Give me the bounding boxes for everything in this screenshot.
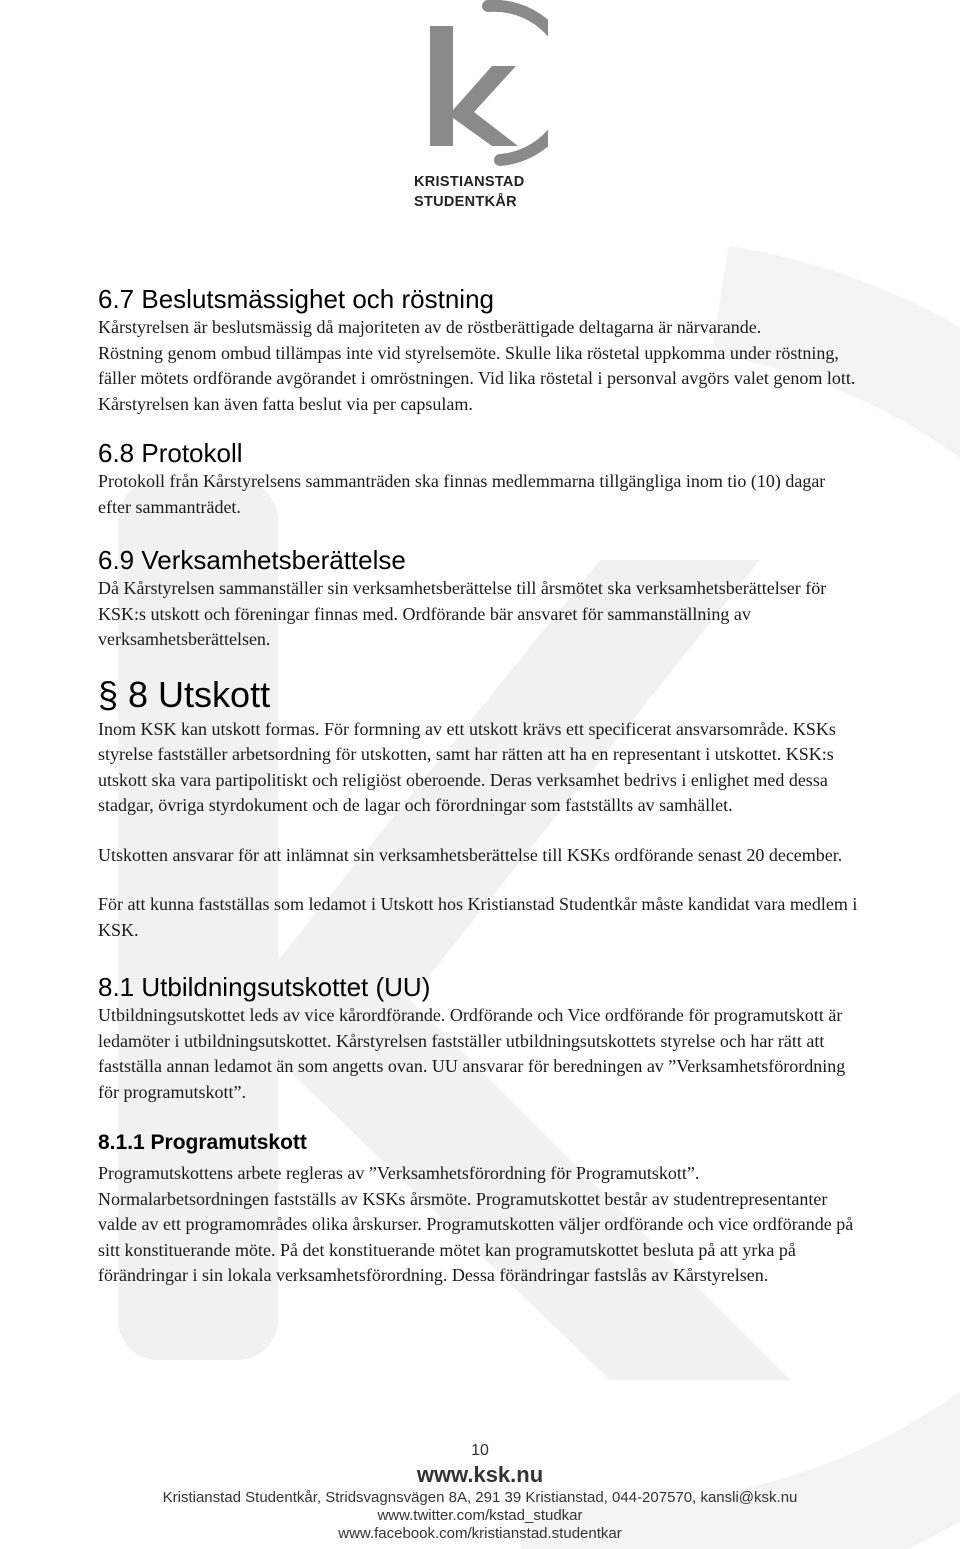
- logo-org-line1: KRISTIANSTAD: [414, 174, 525, 190]
- heading-8: § 8 Utskott: [98, 673, 271, 715]
- document-body: [98, 283, 858, 1289]
- paragraph-8-1-1-1: Programutskottens arbete regleras av ”Verksamhetsförordning för Programutskott”. Normalarbetsordningen fastställs av KSKs årsmöte. Programutskottet består av studentrepresentanter valde av ett programområdes olika årskurser. Programutskotten väljer ordförande och vice ordförande på sitt konstituerande möte. På det konstituerande mötet kan programutskottet besluta på att yrka på förändringar i sin lokala verksamhetsförordning. Dessa förändringar fastslås av Kårstyrelsen.: [98, 1163, 854, 1285]
- paragraph-6-7-1: Kårstyrelsen är beslutsmässig då majoriteten av de röstberättigade deltagarna är närvarande.: [98, 317, 762, 337]
- heading-8-1-1: 8.1.1 Programutskott: [98, 1131, 307, 1154]
- paragraph-6-8-1: Protokoll från Kårstyrelsens sammanträden ska finnas medlemmarna tillgängliga inom tio (10) dagar efter sammanträdet.: [98, 471, 826, 517]
- logo-wordmark: [414, 172, 524, 212]
- heading-6-7: 6.7 Beslutsmässighet och röstning: [98, 284, 494, 314]
- heading-8-1: 8.1 Utbildningsutskottet (UU): [98, 972, 431, 1002]
- footer-facebook-link[interactable]: www.facebook.com/kristianstad.studentkar: [338, 1525, 622, 1542]
- footer-address: Kristianstad Studentkår, Stridsvagnsvägen 8A, 291 39 Kristianstad, 044-207570, kansli@ksk.nu: [162, 1489, 798, 1506]
- paragraph-6-9-1: Då Kårstyrelsen sammanställer sin verksamhetsberättelse till årsmötet ska verksamhetsberättelser för KSK:s utskott och föreningar finnas med. Ordförande bär ansvaret för sammanställning av verksamhetsberättelsen.: [98, 578, 827, 649]
- footer-website-link[interactable]: www.ksk.nu: [416, 1462, 544, 1487]
- paragraph-8-1-1: Utbildningsutskottet leds av vice kårordförande. Ordförande och Vice ordförande för programutskott är ledamöter i utbildningsutskottet. Kårstyrelsen fastställer utbildningsutskottets styrelse och har rätt att fastställa annan ledamot än som angetts ovan. UU ansvarar för beredningen av ”Verksamhetsförordning för programutskott”.: [98, 1005, 846, 1102]
- page-footer: [0, 1440, 960, 1543]
- footer-twitter-link[interactable]: www.twitter.com/kstad_studkar: [377, 1507, 583, 1524]
- heading-6-8: 6.8 Protokoll: [98, 438, 243, 468]
- paragraph-8-2: Utskotten ansvarar för att inlämnat sin verksamhetsberättelse till KSKs ordförande senast 20 december.: [98, 844, 843, 865]
- logo-org-line2: STUDENTKÅR: [414, 194, 517, 210]
- paragraph-8-1: Inom KSK kan utskott formas. För formning av ett utskott krävs ett specificerat ansvarsområde. KSKs styrelse fastställer arbetsordning för utskotten, samt har rätten att ha en representant i utskottet. KSK:s utskott ska vara partipolitiskt och religiöst oberoende. Deras verksamhet bedrivs i enlighet med dessa stadgar, övriga styrdokument och de lagar och förordningar som fastställts av samhället.: [98, 718, 836, 815]
- paragraph-8-3: För att kunna fastställas som ledamot i Utskott hos Kristianstad Studentkår måste kandidat vara medlem i KSK.: [98, 894, 858, 940]
- paragraph-6-7-2: Röstning genom ombud tillämpas inte vid styrelsemöte. Skulle lika röstetal uppkomma under röstning, fäller mötets ordförande avgörandet i omröstningen. Vid lika röstetal i personval avgörs valet genom lott. Kårstyrelsen kan även fatta beslut via per capsulam.: [98, 342, 856, 414]
- heading-6-9: 6.9 Verksamhetsberättelse: [98, 545, 406, 575]
- page-number: 10: [471, 1442, 489, 1459]
